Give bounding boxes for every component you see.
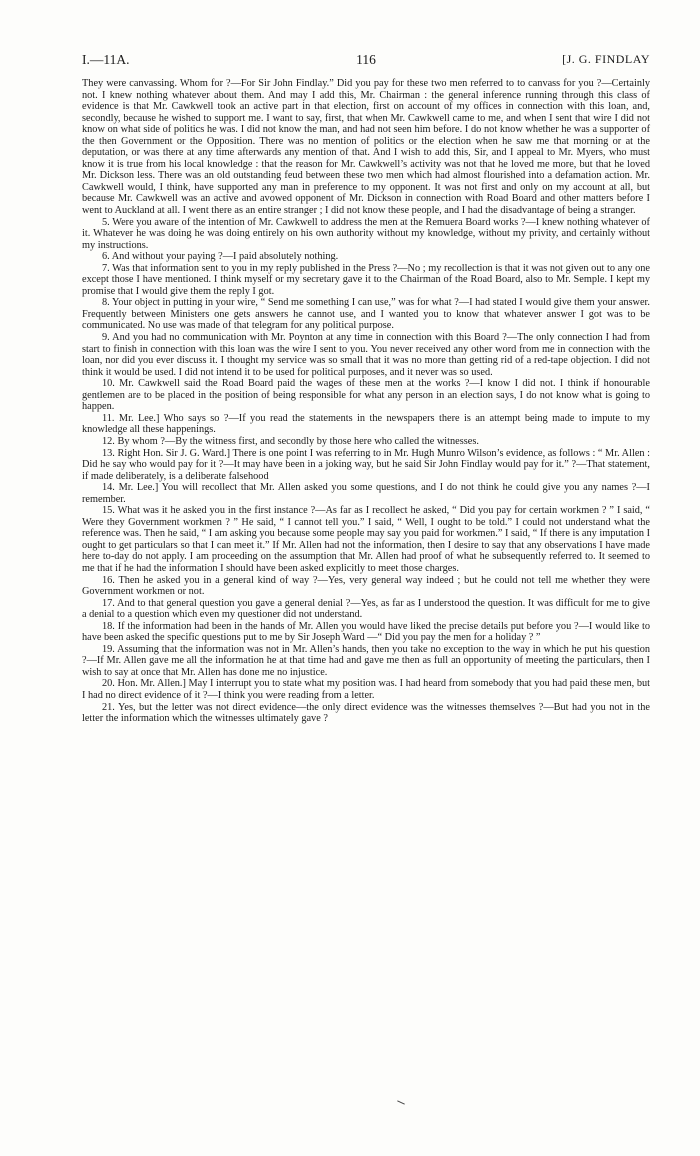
document-reference: I.—11A. bbox=[82, 52, 130, 67]
paragraph-16: 16. Then he asked you in a general kind of way ?—Yes, very general way indeed ; but he could not tell me whether they were Government workmen or not. bbox=[82, 574, 650, 598]
paragraph-15: 15. What was it he asked you in the first instance ?—As far as I recollect he asked, “ Did you pay for certain workmen ? ” I said, “ Were they Government workmen ? ” He said, “ I cannot tell you.” I said, “ Well, I ought to be told.” I could not understand what the reference was. Then he said, “ I am asking you because some people may say you paid for workmen.” I said, “ If there is any imputation I ought to get particulars so that I can meet it.” If Mr. Allen had not the information, then I desire to say that any observations I have made here to-day do not apply. I am proceeding on the assumption that Mr. Allen had proof of what he subsequently referred to. It seemed to me that if he had the information I should have been asked explicitly to meet those charges. bbox=[82, 505, 650, 574]
paragraph-9: 9. And you had no communication with Mr. Poynton at any time in connection with this Board ?—The only connection I had from start to finish in connection with this loan was the wire I sent to you. You never received any other word from me in connection with the loan, nor did you ever discuss it. I thought my service was so small that it was no more than getting rid of a red-tape objection. I did not think it would be used. I did not intend it to be used for political purposes, and it never was so used. bbox=[82, 332, 650, 378]
body-text bbox=[82, 78, 650, 725]
paragraph-6: 6. And without your paying ?—I paid absolutely nothing. bbox=[102, 251, 339, 263]
paragraph-10: 10. Mr. Cawkwell said the Road Board paid the wages of these men at the works ?—I know I did not. I think if honourable gentlemen are to be placed in the position of being responsible for what any person in an election says, I do not know what is going to happen. bbox=[82, 378, 650, 413]
paragraph-21: 21. Yes, but the letter was not direct evidence—the only direct evidence was the witnesses themselves ?—But had you not in the letter the information which the witnesses ultimately gave ? bbox=[82, 701, 650, 725]
paragraph-20: 20. Hon. Mr. Allen.] May I interrupt you to state what my position was. I had heard from somebody that you had paid these men, but I had no direct evidence of it ?—I think you were reading from a letter. bbox=[82, 678, 650, 701]
stray-mark bbox=[397, 1100, 405, 1104]
paragraph-17: 17. And to that general question you gave a general denial ?—Yes, as far as I understood the question. It was difficult for me to give a denial to a question which even my questioner did not understand. bbox=[82, 597, 650, 621]
paragraph-5: 5. Were you aware of the intention of Mr. Cawkwell to address the men at the Remuera Board works ?—I knew nothing whatever of it. Whatever he was doing he was doing entirely on his own authority without my knowledge, without my privity, and certainly without my instructions. bbox=[82, 216, 650, 251]
page-header bbox=[82, 52, 650, 70]
paragraph-18: 18. If the information had been in the hands of Mr. Allen you would have liked the precise details put before you ?—I would like to have been asked the specific questions put to me by Sir Joseph Ward —“ Did you pay the men for a holiday ? ” bbox=[82, 620, 650, 644]
paragraph-14: 14. Mr. Lee.] You will recollect that Mr. Allen asked you some questions, and I do not think he could give you any names ?—I remember. bbox=[82, 482, 650, 505]
paragraph-0: They were canvassing. Whom for ?—For Sir John Findlay.” Did you pay for these two men referred to to canvass for you ?—Certainly not. I knew nothing whatever about them. And may I add this, Mr. Chairman : the general inference running through this class of evidence is that Mr. Cawkwell took an active part in that election, first on account of my offices in connection with this loan, and, secondly, because he wished to support me. I want to say, first, that when Mr. Cawkwell came to me, and when I sent that wire I did not know on what side of politics he was. I did not know the man, and had not seen him before. I do not know whether he was a supporter of the then Government or the Opposition. There was no mention of politics or the election when he saw me that morning or at the deputation, or was there at any time afterwards any mention of that. And I wish to add this, Sir, and I appeal to Mr. Myers, who must know it is true from his local knowledge : that the reason for Mr. Cawkwell’s activity was not that he loved me more, but that he loved Mr. Dickson less. There was an old outstanding feud between these two men which had almost flourished into a defamation action. Mr. Cawkwell would, I think, have supported any man in preference to my opponent. It was not first and only on my account at all, but because Mr. Cawkwell was an active and avowed opponent of Mr. Dickson in connection with Road Board and other matters before I went to Auckland at all. I went there as an entire stranger ; I did not know these people, and I had the disadvantage of being a stranger. bbox=[82, 78, 650, 217]
paragraph-7: 7. Was that information sent to you in my reply published in the Press ?—No ; my recollection is that it was not given out to any one except those I have mentioned. I think myself or my secretary gave it to the Chairman of the Road Board, also to Mr. Semple. I kept my promise that I would give them the reply I got. bbox=[82, 262, 650, 297]
page-number: 116 bbox=[356, 52, 376, 67]
paragraph-12: 12. By whom ?—By the witness first, and secondly by those here who called the witnesses. bbox=[102, 435, 479, 447]
paragraph-13: 13. Right Hon. Sir J. G. Ward.] There is one point I was referring to in Mr. Hugh Munro Wilson’s evidence, as follows : “ Mr. Allen : Did he say who would pay for it ?—It may have been in a joking way, but he said Sir John Findlay would pay for it.” ?—That statement, if made deliberately, is a deliberate falsehood bbox=[82, 447, 650, 482]
paragraph-8: 8. Your object in putting in your wire, “ Send me something I can use,” was for what ?—I had stated I would give them your answer. Frequently between Ministers one gets answers he cannot use, and I wanted you to know that whatever answer I got was to be communicated. No use was made of that telegram for any political purpose. bbox=[82, 297, 650, 332]
running-head: [J. G. FINDLAY bbox=[562, 52, 650, 66]
paragraph-19: 19. Assuming that the information was not in Mr. Allen’s hands, then you take no exception to the way in which he put his question ?—If Mr. Allen gave me all the information he at that time had and gave me then as full an opportunity of meeting the particulars, then I wish to say at once that Mr. Allen has done me no injustice. bbox=[82, 643, 650, 678]
paragraph-11: 11. Mr. Lee.] Who says so ?—If you read the statements in the newspapers there is an attempt being made to impute to my knowledge all these happenings. bbox=[82, 412, 650, 436]
